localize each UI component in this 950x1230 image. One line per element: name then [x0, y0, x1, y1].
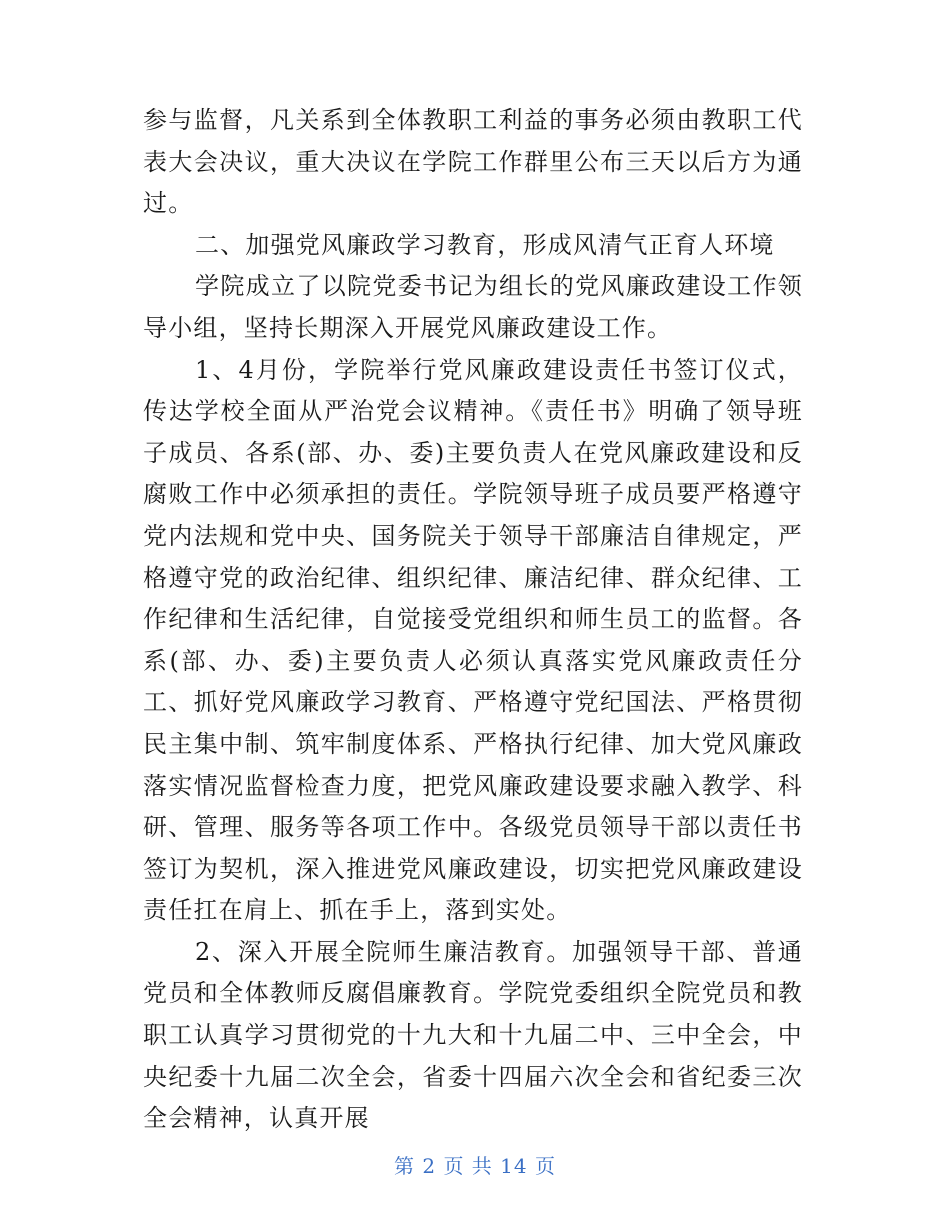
document-body [143, 100, 803, 1140]
section-heading: 二、加强党风廉政学习教育，形成风清气正育人环境 [195, 230, 775, 259]
paragraph: 2、深入开展全院师生廉洁教育。加强领导干部、普通党员和全体教师反腐倡廉教育。学院党委组织全院党员和教职工认真学习贯彻党的十九大和十九届二中、三中全会，中央纪委十九届二次全会，省委十四届六次全会和省纪委三次全会精神，认真开展 [143, 937, 803, 1133]
page-number-footer: 第 2 页 共 14 页 [394, 1154, 556, 1178]
paragraph: 1、4月份，学院举行党风廉政建设责任书签订仪式，传达学校全面从严治党会议精神。《责任书》明确了领导班子成员、各系(部、办、委)主要负责人在党风廉政建设和反腐败工作中必须承担的责任。学院领导班子成员要严格遵守党内法规和党中央、国务院关于领导干部廉洁自律规定，严格遵守党的政治纪律、组织纪律、廉洁纪律、群众纪律、工作纪律和生活纪律，自觉接受党组织和师生员工的监督。各系(部、办、委)主要负责人必须认真落实党风廉政责任分工、抓好党风廉政学习教育、严格遵守党纪国法、严格贯彻民主集中制、筑牢制度体系、严格执行纪律、加大党风廉政落实情况监督检查力度，把党风廉政建设要求融入教学、科研、管理、服务等各项工作中。各级党员领导干部以责任书签订为契机，深入推进党风廉政建设，切实把党风廉政建设责任扛在肩上、抓在手上，落到实处。 [143, 355, 803, 925]
paragraph-continued: 参与监督，凡关系到全体教职工利益的事务必须由教职工代表大会决议，重大决议在学院工作群里公布三天以后方为通过。 [143, 106, 803, 218]
paragraph: 学院成立了以院党委书记为组长的党风廉政建设工作领导小组，坚持长期深入开展党风廉政建设工作。 [143, 272, 803, 342]
